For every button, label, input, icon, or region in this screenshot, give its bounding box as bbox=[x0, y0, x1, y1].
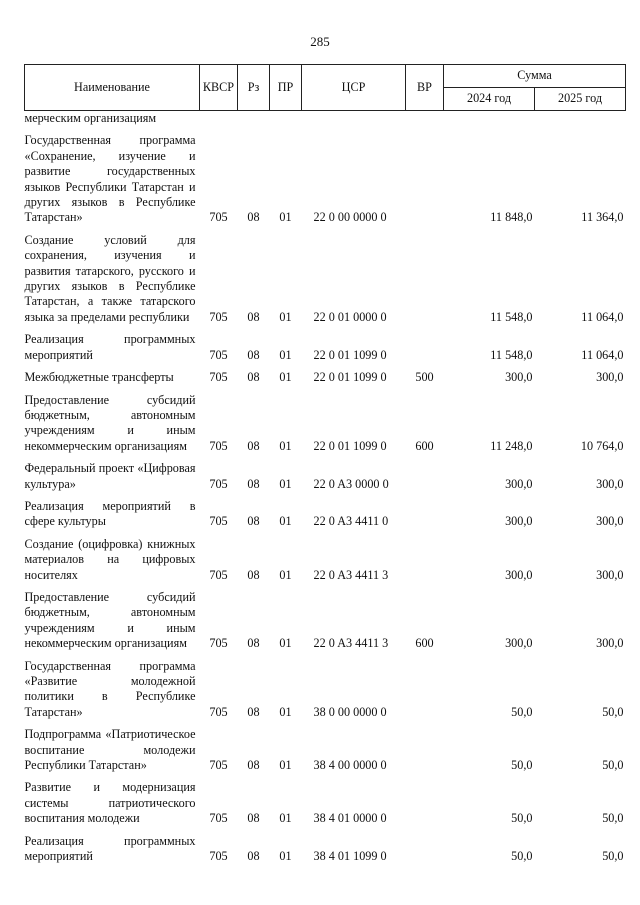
cell-kvsr bbox=[200, 111, 238, 129]
cell-csr: 22 0 A3 4411 0 bbox=[313, 514, 389, 529]
cell-sum-2024: 11 248,0 bbox=[490, 438, 533, 453]
cell-sum-2024: 300,0 bbox=[505, 636, 533, 651]
cell-csr: 38 0 00 0000 0 bbox=[313, 704, 387, 719]
cell-vr bbox=[406, 775, 444, 828]
table-row bbox=[25, 128, 626, 227]
cell-pr: 01 bbox=[279, 636, 292, 651]
cell-pr: 01 bbox=[279, 849, 292, 864]
cell-kvsr: 705 bbox=[209, 758, 228, 773]
cell-name: Предоставление субсидий бюджетным, автономным учреждениям и иным некоммерческим организациям bbox=[24, 589, 196, 651]
cell-rz: 08 bbox=[247, 370, 260, 385]
cell-sum-2024: 11 548,0 bbox=[490, 347, 533, 362]
table-body bbox=[25, 111, 626, 867]
cell-kvsr: 705 bbox=[209, 636, 228, 651]
cell-csr: 22 0 01 1099 0 bbox=[313, 347, 387, 362]
cell-pr bbox=[270, 111, 302, 129]
cell-vr bbox=[406, 327, 444, 365]
cell-name: Создание (оцифровка) книжных материалов на цифровых носителях bbox=[24, 536, 196, 582]
cell-vr bbox=[406, 532, 444, 585]
cell-sum-2024: 11 848,0 bbox=[490, 210, 533, 225]
cell-csr: 22 0 A3 0000 0 bbox=[313, 476, 389, 491]
table-row bbox=[25, 829, 626, 867]
cell-name: Межбюджетные трансферты bbox=[24, 370, 174, 385]
cell-kvsr: 705 bbox=[209, 567, 228, 582]
cell-rz: 08 bbox=[247, 514, 260, 529]
cell-kvsr: 705 bbox=[209, 849, 228, 864]
cell-sum-2025: 50,0 bbox=[602, 811, 624, 826]
cell-name: Федеральный проект «Цифровая культура» bbox=[24, 461, 196, 491]
header-sum: Сумма bbox=[444, 65, 626, 88]
cell-sum-2025: 50,0 bbox=[602, 849, 624, 864]
cell-kvsr: 705 bbox=[209, 476, 228, 491]
table-row bbox=[25, 775, 626, 828]
cell-rz: 08 bbox=[247, 811, 260, 826]
cell-csr bbox=[302, 111, 406, 129]
cell-vr bbox=[406, 111, 444, 129]
cell-sum-2025: 50,0 bbox=[602, 704, 624, 719]
cell-sum-2025: 300,0 bbox=[596, 567, 624, 582]
cell-vr: 600 bbox=[415, 636, 434, 651]
cell-rz: 08 bbox=[247, 849, 260, 864]
cell-rz: 08 bbox=[247, 567, 260, 582]
cell-sum-2024: 300,0 bbox=[505, 514, 533, 529]
page-number: 285 bbox=[310, 34, 330, 49]
cell-csr: 22 0 01 1099 0 bbox=[313, 438, 387, 453]
table-row bbox=[25, 327, 626, 365]
table-row bbox=[25, 228, 626, 327]
cell-kvsr: 705 bbox=[209, 370, 228, 385]
cell-kvsr: 705 bbox=[209, 514, 228, 529]
table-row bbox=[25, 585, 626, 654]
cell-pr: 01 bbox=[279, 758, 292, 773]
cell-sum-2024: 50,0 bbox=[511, 811, 533, 826]
cell-sum-2025 bbox=[535, 111, 626, 129]
header-name: Наименование bbox=[25, 65, 200, 111]
cell-kvsr: 705 bbox=[209, 309, 228, 324]
cell-csr: 22 0 01 0000 0 bbox=[313, 309, 387, 324]
cell-vr bbox=[406, 722, 444, 775]
cell-kvsr: 705 bbox=[209, 811, 228, 826]
cell-csr: 22 0 01 1099 0 bbox=[313, 370, 387, 385]
cell-pr: 01 bbox=[279, 567, 292, 582]
cell-sum-2024 bbox=[444, 111, 535, 129]
cell-csr: 22 0 A3 4411 3 bbox=[313, 636, 389, 651]
cell-kvsr: 705 bbox=[209, 704, 228, 719]
cell-pr: 01 bbox=[279, 347, 292, 362]
cell-name: Реализация мероприятий в сфере культуры bbox=[24, 498, 196, 529]
cell-sum-2024: 50,0 bbox=[511, 758, 533, 773]
cell-sum-2025: 11 364,0 bbox=[581, 210, 624, 225]
cell-sum-2025: 300,0 bbox=[596, 514, 624, 529]
cell-sum-2025: 11 064,0 bbox=[581, 347, 624, 362]
header-csr: ЦСР bbox=[302, 65, 406, 111]
table-row bbox=[25, 365, 626, 387]
header-vr: ВР bbox=[406, 65, 444, 111]
header-kvsr: КВСР bbox=[200, 65, 238, 111]
cell-sum-2024: 300,0 bbox=[505, 476, 533, 491]
cell-pr: 01 bbox=[279, 210, 292, 225]
cell-sum-2025: 50,0 bbox=[602, 758, 624, 773]
cell-vr: 500 bbox=[415, 370, 434, 385]
table-row bbox=[25, 388, 626, 457]
table-row bbox=[25, 494, 626, 532]
cell-vr bbox=[406, 829, 444, 867]
cell-name: Реализация программных мероприятий bbox=[24, 833, 196, 864]
cell-rz: 08 bbox=[247, 309, 260, 324]
cell-csr: 38 4 00 0000 0 bbox=[313, 758, 387, 773]
header-pr: ПР bbox=[270, 65, 302, 111]
cell-pr: 01 bbox=[279, 309, 292, 324]
cell-rz: 08 bbox=[247, 636, 260, 651]
cell-rz: 08 bbox=[247, 476, 260, 491]
table-row bbox=[25, 111, 626, 129]
cell-rz: 08 bbox=[247, 758, 260, 773]
cell-pr: 01 bbox=[279, 476, 292, 491]
cell-sum-2025: 10 764,0 bbox=[580, 438, 624, 453]
cell-name: Подпрограмма «Патриотическое воспитание молодежи Республики Татарстан» bbox=[24, 727, 196, 773]
cell-name: мерческим организациям bbox=[24, 111, 157, 125]
cell-sum-2025: 300,0 bbox=[596, 370, 624, 385]
cell-rz: 08 bbox=[247, 347, 260, 362]
cell-vr bbox=[406, 228, 444, 327]
header-year-2025: 2025 год bbox=[535, 88, 626, 111]
cell-name: Создание условий для сохранения, изучения и развития татарского, русского и других языков в Республике Татарстан, а также татарского языка за пределами республики bbox=[24, 232, 196, 324]
table-header bbox=[25, 65, 626, 111]
cell-name: Реализация программных мероприятий bbox=[24, 332, 196, 362]
cell-vr bbox=[406, 456, 444, 494]
cell-csr: 38 4 01 0000 0 bbox=[313, 811, 387, 826]
cell-csr: 22 0 A3 4411 3 bbox=[313, 567, 389, 582]
header-rz: Рз bbox=[238, 65, 270, 111]
cell-csr: 22 0 00 0000 0 bbox=[313, 210, 387, 225]
cell-rz: 08 bbox=[247, 438, 260, 453]
cell-csr: 38 4 01 1099 0 bbox=[313, 849, 387, 864]
cell-sum-2024: 300,0 bbox=[505, 567, 533, 582]
cell-pr: 01 bbox=[279, 438, 292, 453]
cell-sum-2024: 11 548,0 bbox=[490, 309, 533, 324]
cell-sum-2024: 300,0 bbox=[505, 370, 533, 385]
cell-vr: 600 bbox=[415, 438, 434, 453]
cell-name: Развитие и модернизация системы патриотического воспитания молодежи bbox=[24, 780, 196, 826]
table-row bbox=[25, 654, 626, 723]
table-row bbox=[25, 532, 626, 585]
cell-pr: 01 bbox=[279, 370, 292, 385]
cell-rz: 08 bbox=[247, 210, 260, 225]
cell-sum-2024: 50,0 bbox=[511, 849, 533, 864]
cell-pr: 01 bbox=[279, 704, 292, 719]
cell-vr bbox=[406, 654, 444, 723]
cell-vr bbox=[406, 494, 444, 532]
cell-name: Предоставление субсидий бюджетным, автономным учреждениям и иным некоммерческим организациям bbox=[24, 392, 196, 453]
cell-kvsr: 705 bbox=[209, 347, 228, 362]
budget-table bbox=[24, 64, 626, 866]
cell-name: Государственная программа «Развитие молодежной политики в Республике Татарстан» bbox=[24, 658, 196, 719]
cell-kvsr: 705 bbox=[209, 210, 228, 225]
cell-sum-2025: 300,0 bbox=[596, 636, 624, 651]
table-row bbox=[25, 456, 626, 494]
cell-vr bbox=[406, 128, 444, 227]
cell-sum-2024: 50,0 bbox=[511, 704, 533, 719]
cell-rz bbox=[238, 111, 270, 129]
cell-name: Государственная программа «Сохранение, изучение и развитие государственных языков Республики Татарстан и других языков в Республике Татарстан» bbox=[24, 133, 196, 225]
cell-sum-2025: 11 064,0 bbox=[581, 309, 624, 324]
cell-pr: 01 bbox=[279, 514, 292, 529]
cell-pr: 01 bbox=[279, 811, 292, 826]
cell-kvsr: 705 bbox=[209, 438, 228, 453]
header-year-2024: 2024 год bbox=[444, 88, 535, 111]
table-row bbox=[25, 722, 626, 775]
cell-sum-2025: 300,0 bbox=[596, 476, 624, 491]
cell-rz: 08 bbox=[247, 704, 260, 719]
